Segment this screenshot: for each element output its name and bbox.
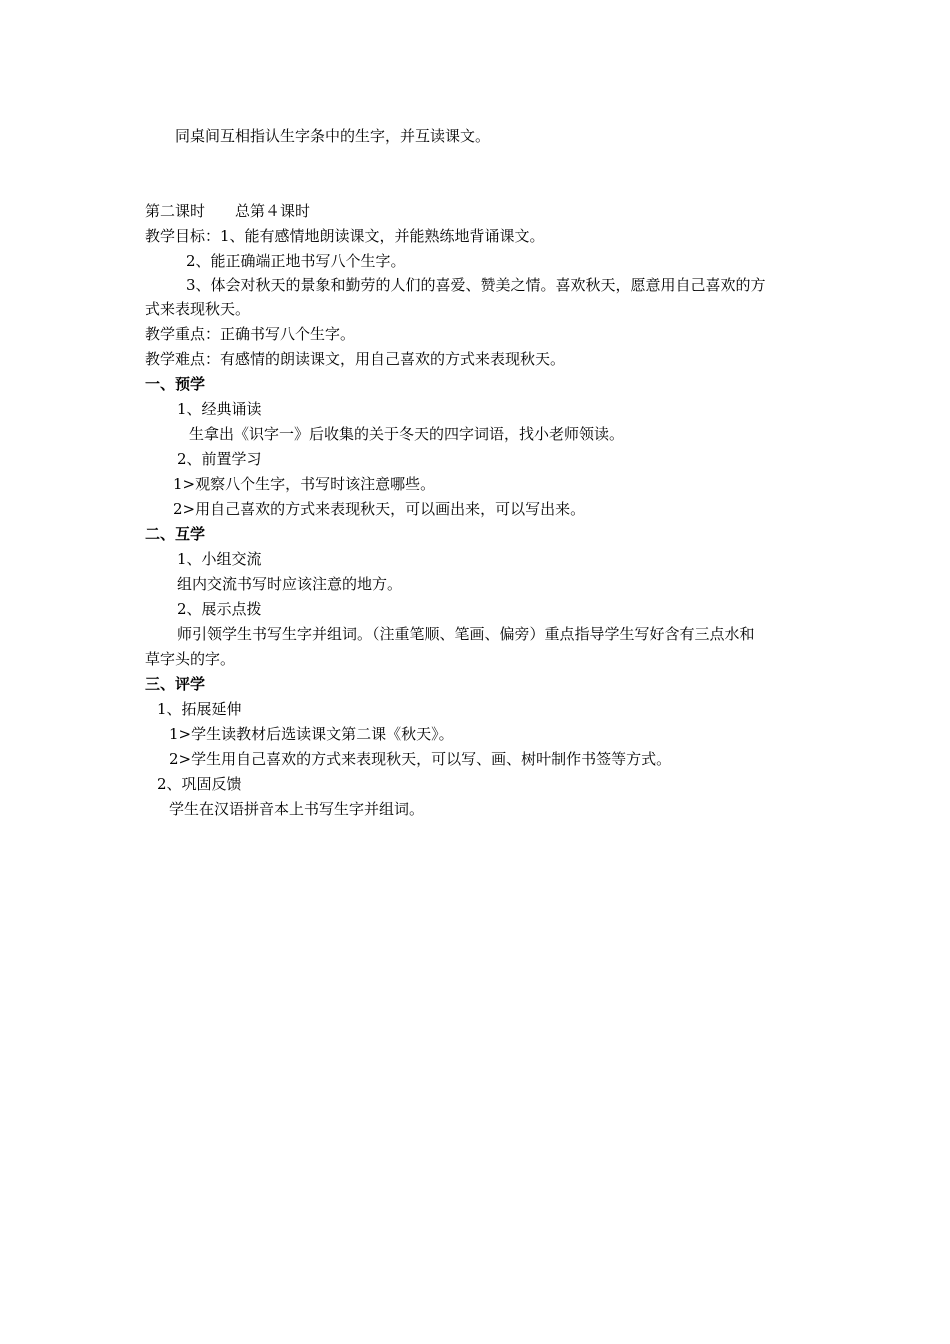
section-heading-3: 三、评学 <box>145 675 206 693</box>
s2-item-2: 2、展示点拨 <box>177 600 262 618</box>
goal-3-line-1: 3、体会对秋天的景象和勤劳的人们的喜爱、赞美之情。喜欢秋天，愿意用自己喜欢的方 <box>186 276 766 294</box>
s3-item-1: 1、拓展延伸 <box>157 700 242 718</box>
s1-item-2: 2、前置学习 <box>177 450 262 468</box>
difficulty: 教学难点：有感情的朗读课文，用自己喜欢的方式来表现秋天。 <box>145 350 566 368</box>
intro-text: 同桌间互相指认生字条中的生字，并互读课文。 <box>175 127 491 145</box>
s2-item-2-text-line-2: 草字头的字。 <box>145 650 236 668</box>
s1-item-1-text: 生拿出《识字一》后收集的关于冬天的四字词语，找小老师领读。 <box>189 425 625 443</box>
goal-1: 教学目标：1、能有感情地朗读课文，并能熟练地背诵课文。 <box>145 227 545 245</box>
section-heading-2: 二、互学 <box>145 525 206 543</box>
s1-item-1: 1、经典诵读 <box>177 400 262 418</box>
goal-3-line-2: 式来表现秋天。 <box>145 300 251 318</box>
s1-item-2-1: 1>观察八个生字，书写时该注意哪些。 <box>173 475 436 493</box>
s3-item-1-1: 1>学生读教材后选读课文第二课《秋天》。 <box>169 725 454 743</box>
s3-item-2: 2、巩固反馈 <box>157 775 242 793</box>
goal-2: 2、能正确端正地书写八个生字。 <box>186 252 406 270</box>
s2-item-1: 1、小组交流 <box>177 550 262 568</box>
s3-item-1-2: 2>学生用自己喜欢的方式来表现秋天，可以写、画、树叶制作书签等方式。 <box>169 750 672 768</box>
s3-item-2-text: 学生在汉语拼音本上书写生字并组词。 <box>169 800 425 818</box>
s2-item-1-text: 组内交流书写时应该注意的地方。 <box>177 575 403 593</box>
key-point: 教学重点：正确书写八个生字。 <box>145 325 356 343</box>
s1-item-2-2: 2>用自己喜欢的方式来表现秋天，可以画出来，可以写出来。 <box>173 500 586 518</box>
s2-item-2-text-line-1: 师引领学生书写生字并组词。（注重笔顺、笔画、偏旁）重点指导学生写好含有三点水和 <box>177 625 755 643</box>
lesson-header: 第二课时 总第４课时 <box>145 202 311 220</box>
section-heading-1: 一、预学 <box>145 375 206 393</box>
